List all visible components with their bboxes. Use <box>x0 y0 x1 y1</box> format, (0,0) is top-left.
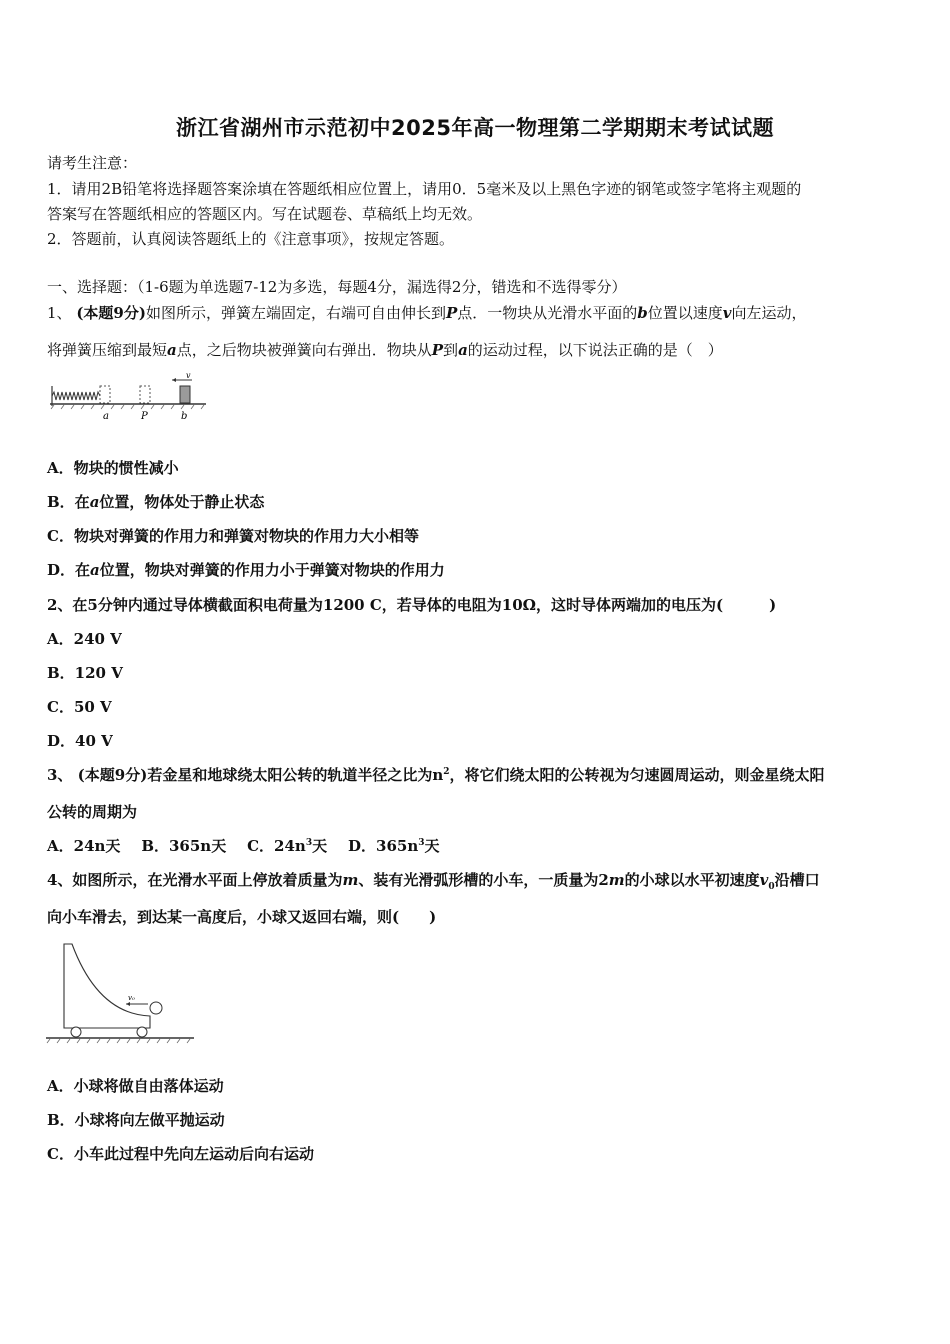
q3-option-d-sup: 3 <box>418 838 425 848</box>
q1-option-b-text-2: 位置，物体处于静止状态 <box>99 493 265 511</box>
q4-wheel-left <box>71 1027 81 1037</box>
q4-cart-figure <box>46 940 196 1044</box>
q1-fig-label-a: a <box>103 411 109 422</box>
q1-ground-hatch <box>51 405 204 409</box>
q1-fig-label-b: b <box>181 411 188 422</box>
q3-option-d <box>348 837 440 855</box>
page-title: 浙江省湖州市示范初中2025年高一物理第二学期期末考试试题 <box>176 116 774 140</box>
q4-arrow-head <box>126 1002 130 1006</box>
q3-sup-1: 2 <box>443 767 450 777</box>
q1-stem-line2 <box>47 339 907 360</box>
q1-block-at-P <box>140 386 150 403</box>
q1-stem-line1 <box>47 302 907 323</box>
q1-spring <box>52 392 100 400</box>
q3-option-d-text-2: 天 <box>424 837 440 855</box>
q3-option-b: B．365n天 <box>141 837 227 855</box>
q2-option-d: D．40 V <box>47 732 113 750</box>
q1-point-a: a <box>167 341 177 359</box>
q3-option-c <box>247 837 327 855</box>
q1-option-b-point-a: a <box>89 493 100 511</box>
q1-point-a-2: a <box>458 341 468 359</box>
q1-text-4: 向左运动， <box>731 304 807 322</box>
notice-item-1a: 1．请用2B铅笔将选择题答案涂填在答题纸相应位置上，请用0．5毫米及以上黑色字迹的钢笔或签字笔将主观题的 <box>47 180 802 198</box>
q3-option-c-sup: 3 <box>305 838 313 848</box>
notice-heading: 请考生注意： <box>47 154 138 172</box>
q3-option-d-text-1: D．365n <box>348 837 419 855</box>
q1-point-b: b <box>637 304 648 322</box>
q4-text-4: 沿槽口 <box>774 871 820 889</box>
q3-stem-line2: 公转的周期为 <box>47 803 138 821</box>
q1-block-at-b <box>180 386 190 403</box>
q2-stem <box>47 594 907 615</box>
q1-option-d-text-2: 位置，物块对弹簧的作用力小于弹簧对物块的作用力 <box>99 561 445 579</box>
q1-text-2: 点．一物块从光滑水平面的 <box>457 304 638 322</box>
q4-wheel-right <box>137 1027 147 1037</box>
q2-option-c: C．50 V <box>47 698 112 716</box>
q4-option-a: A．小球将做自由落体运动 <box>47 1077 224 1095</box>
q1-arrow-head <box>172 378 176 382</box>
q1-point-P-2: P <box>431 341 444 359</box>
q3-number: 3、 <box>47 766 73 784</box>
q1-option-d <box>47 559 907 580</box>
q1-text-3: 位置以速度 <box>647 304 723 322</box>
q1-fig-label-v: v <box>186 372 191 380</box>
q1-number: 1、 <box>47 304 72 322</box>
q2-stem-text: 2、在5分钟内通过导体横截面积电荷量为1200 C，若导体的电阻为10Ω，这时导体两端加的电压为( <box>47 596 724 614</box>
notice-item-1b: 答案写在答题纸相应的答题区内。写在试题卷、草稿纸上均无效。 <box>47 205 483 223</box>
q1-line2-text-c: 到 <box>443 341 459 359</box>
q1-option-b-text-1: B．在 <box>47 493 90 511</box>
q1-point-P: P <box>445 304 458 322</box>
q4-fig-label-v0: v₀ <box>128 994 135 1002</box>
q4-velocity-v: v <box>759 871 769 889</box>
q1-line2-text-a: 将弹簧压缩到最短 <box>47 341 168 359</box>
section-heading: 一、选择题：（1-6题为单选题7-12为多选，每题4分，漏选得2分，错选和不选得零分） <box>47 278 627 296</box>
q1-option-b <box>47 491 907 512</box>
q3-stem-line1 <box>47 764 907 785</box>
q1-velocity: v <box>722 304 732 322</box>
q1-spring-figure <box>48 372 208 424</box>
q3-options <box>47 835 907 856</box>
q4-ball <box>150 1002 162 1014</box>
q3-text-2: ，将它们绕太阳的公转视为匀速圆周运动，则金星绕太阳 <box>449 766 825 784</box>
q1-score: (本题9分) <box>76 304 146 322</box>
q4-text-1: 4、如图所示，在光滑水平面上停放着质量为 <box>47 871 343 889</box>
q3-option-a: A．24n天 <box>47 837 121 855</box>
q1-block-at-a <box>100 386 110 403</box>
q1-line2-text-b: 点，之后物块被弹簧向右弹出．物块从 <box>176 341 432 359</box>
q3-option-c-text-1: C．24n <box>247 837 306 855</box>
q4-stem-line2: 向小车滑去，到达某一高度后，小球又返回右端，则( ) <box>47 908 437 926</box>
q4-ground-hatch <box>47 1039 190 1043</box>
q3-option-c-text-2: 天 <box>312 837 328 855</box>
q3-text-1: 若金星和地球绕太阳公转的轨道半径之比为n <box>147 766 444 784</box>
q4-option-b: B．小球将向左做平抛运动 <box>47 1111 225 1129</box>
q4-text-3: 的小球以水平初速度 <box>624 871 760 889</box>
q1-option-a: A．物块的惯性减小 <box>47 459 179 477</box>
q2-option-a: A．240 V <box>47 630 122 648</box>
q1-option-c: C．物块对弹簧的作用力和弹簧对物块的作用力大小相等 <box>47 527 419 545</box>
q2-stem-end: ) <box>769 596 777 614</box>
q1-option-d-point-a: a <box>90 561 100 579</box>
q4-cart-body <box>64 944 150 1028</box>
q4-text-2: 、装有光滑弧形槽的小车，一质量为2 <box>358 871 609 889</box>
q4-mass-m: m <box>342 871 359 889</box>
q1-option-d-text-1: D．在 <box>47 561 91 579</box>
q2-option-b: B．120 V <box>47 664 123 682</box>
q4-mass-2m: m <box>608 871 625 889</box>
q1-text-1: 如图所示，弹簧左端固定，右端可自由伸长到 <box>145 304 446 322</box>
q1-fig-label-P: P <box>141 411 148 422</box>
q4-velocity-sub: 0 <box>768 882 775 892</box>
q4-stem-line1 <box>47 869 907 892</box>
q1-line2-text-d: 的运动过程，以下说法正确的是（ ） <box>467 341 723 359</box>
q4-option-c: C．小车此过程中先向左运动后向右运动 <box>47 1145 314 1163</box>
notice-item-2: 2．答题前，认真阅读答题纸上的《注意事项》，按规定答题。 <box>47 230 455 248</box>
q3-score: (本题9分) <box>77 766 148 784</box>
